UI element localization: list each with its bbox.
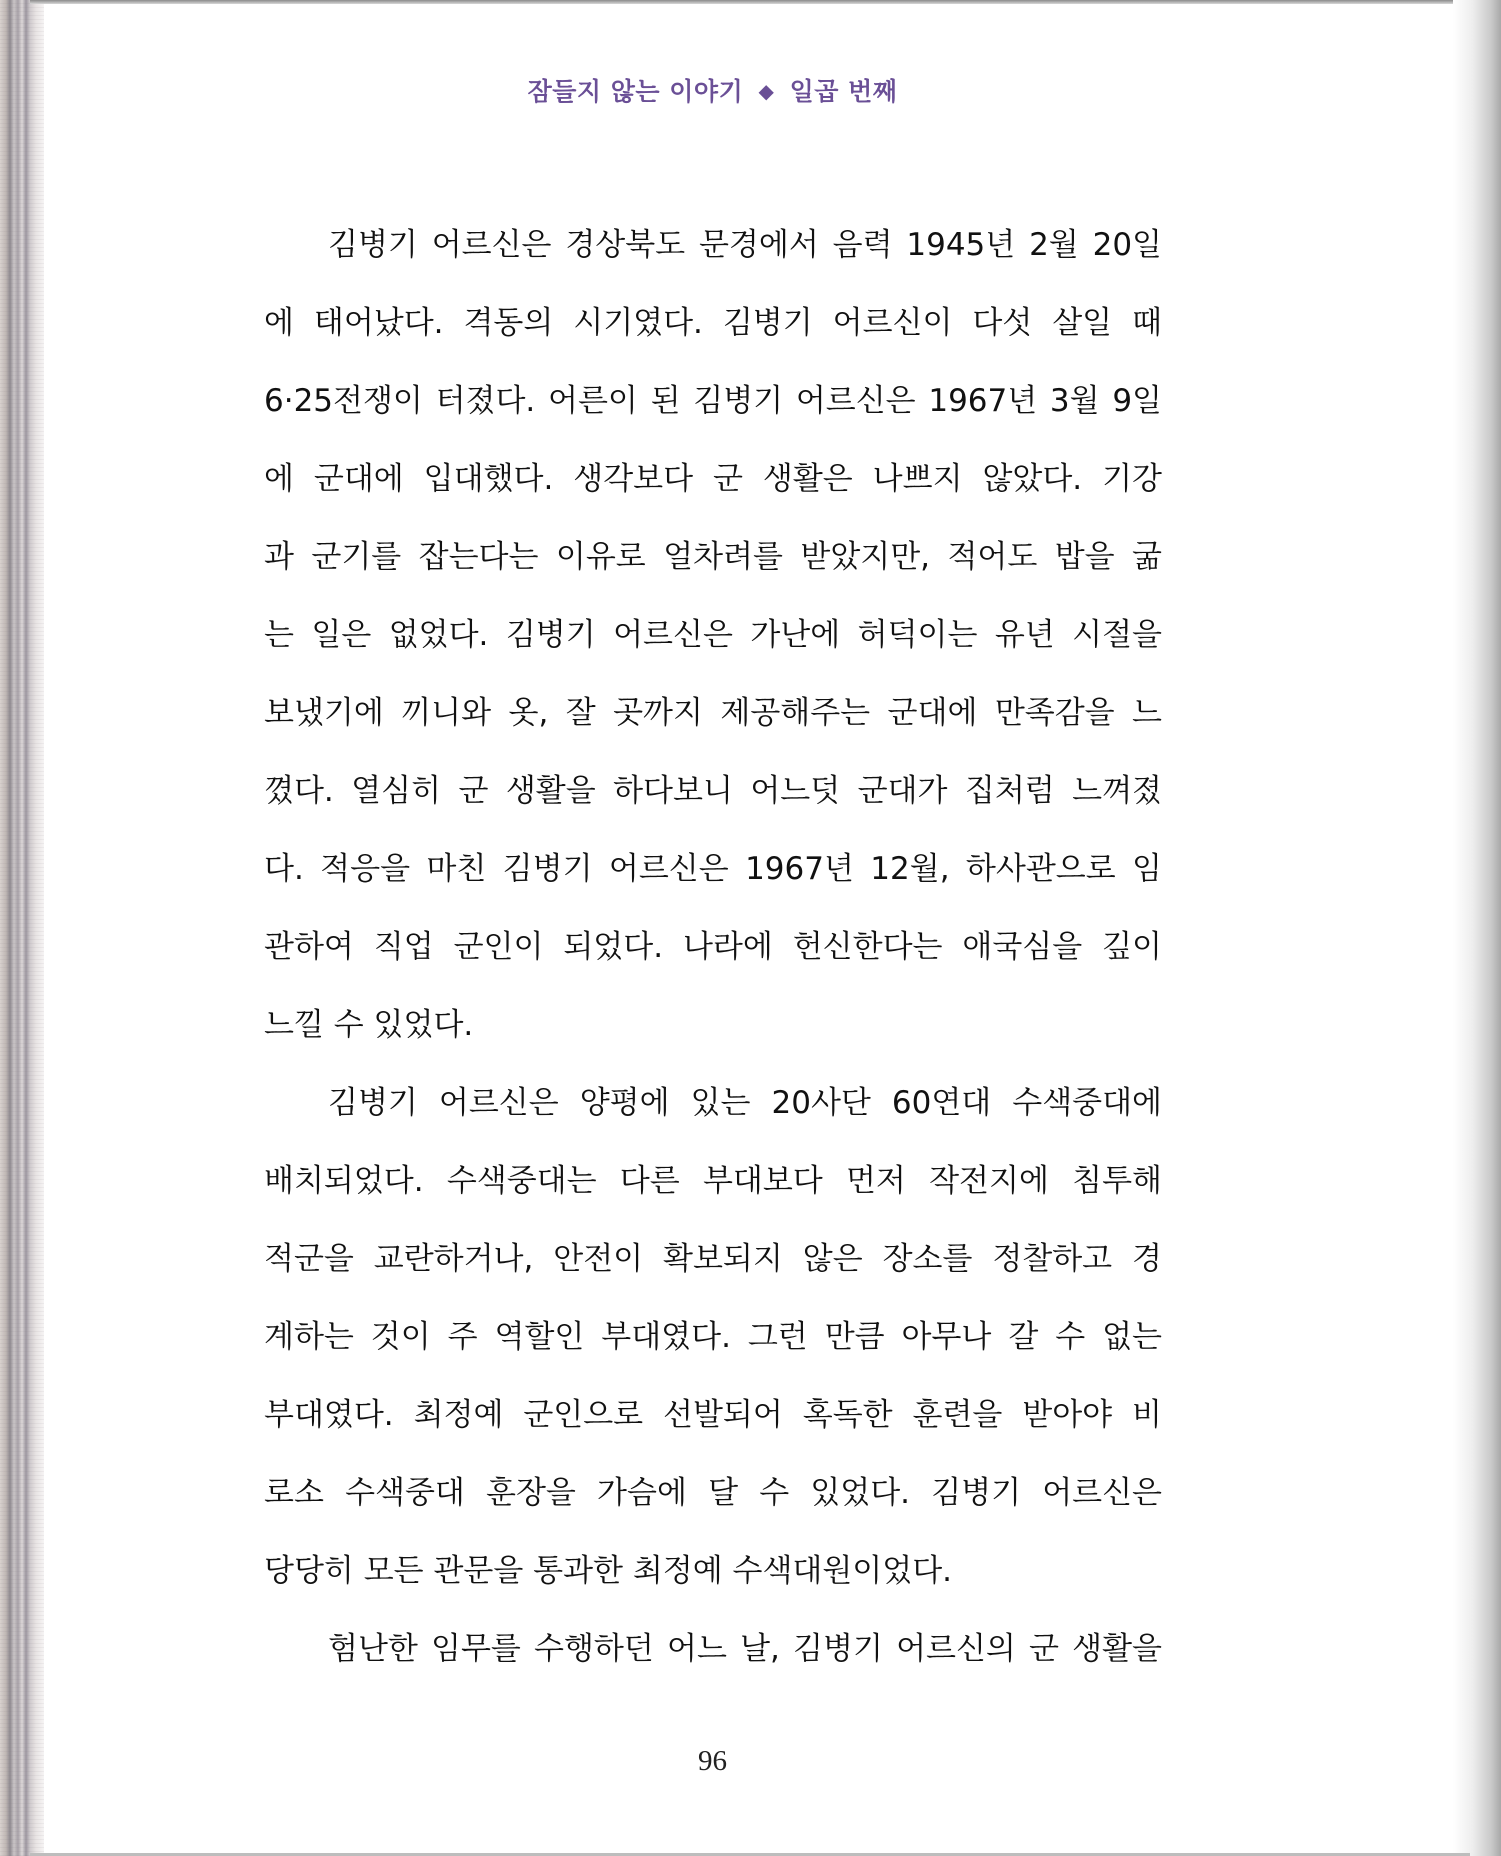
text-line: 에 태어났다. 격동의 시기였다. 김병기 어르신이 다섯 살일 때: [264, 305, 1162, 341]
text-line: 적군을 교란하거나, 안전이 확보되지 않은 장소를 정찰하고 경: [264, 1241, 1162, 1277]
text-line: 당당히 모든 관문을 통과한 최정예 수색대원이었다.: [264, 1553, 952, 1589]
text-line: 꼈다. 열심히 군 생활을 하다보니 어느덧 군대가 집처럼 느껴졌: [264, 773, 1162, 809]
body-text: [264, 206, 1162, 1688]
text-line: 김병기 어르신은 경상북도 문경에서 음력 1945년 2월 20일: [328, 227, 1162, 263]
text-line: 로소 수색중대 훈장을 가슴에 달 수 있었다. 김병기 어르신은: [264, 1475, 1162, 1511]
page-top-edge: [30, 0, 1470, 4]
text-line: 다. 적응을 마친 김병기 어르신은 1967년 12월, 하사관으로 임: [264, 851, 1162, 887]
text-line: 관하여 직업 군인이 되었다. 나라에 헌신한다는 애국심을 깊이: [264, 929, 1162, 965]
page-right-shadow: [1453, 0, 1501, 1856]
text-line: 김병기 어르신은 양평에 있는 20사단 60연대 수색중대에: [328, 1085, 1162, 1121]
running-header: [0, 72, 1425, 108]
page-number: 96: [698, 1745, 727, 1777]
book-title: 잠들지 않는 이야기: [527, 77, 744, 106]
text-line: 보냈기에 끼니와 옷, 잘 곳까지 제공해주는 군대에 만족감을 느: [264, 695, 1162, 731]
page-stack-edge: [0, 0, 44, 1856]
text-line: 부대였다. 최정예 군인으로 선발되어 혹독한 훈련을 받아야 비: [264, 1397, 1162, 1433]
chapter-label: 일곱 번째: [789, 77, 898, 106]
text-line: 6·25전쟁이 터졌다. 어른이 된 김병기 어르신은 1967년 3월 9일: [264, 383, 1162, 419]
text-line: 배치되었다. 수색중대는 다른 부대보다 먼저 작전지에 침투해: [264, 1163, 1162, 1199]
text-line: 험난한 임무를 수행하던 어느 날, 김병기 어르신의 군 생활을: [328, 1631, 1162, 1667]
text-line: 에 군대에 입대했다. 생각보다 군 생활은 나쁘지 않았다. 기강: [264, 461, 1162, 497]
text-line: 계하는 것이 주 역할인 부대였다. 그런 만큼 아무나 갈 수 없는: [264, 1319, 1162, 1355]
diamond-separator-icon: ◆: [758, 79, 775, 103]
text-line: 는 일은 없었다. 김병기 어르신은 가난에 허덕이는 유년 시절을: [264, 617, 1162, 653]
text-line: 과 군기를 잡는다는 이유로 얼차려를 받았지만, 적어도 밥을 굶: [264, 539, 1162, 575]
text-line: 느낄 수 있었다.: [264, 1007, 474, 1043]
